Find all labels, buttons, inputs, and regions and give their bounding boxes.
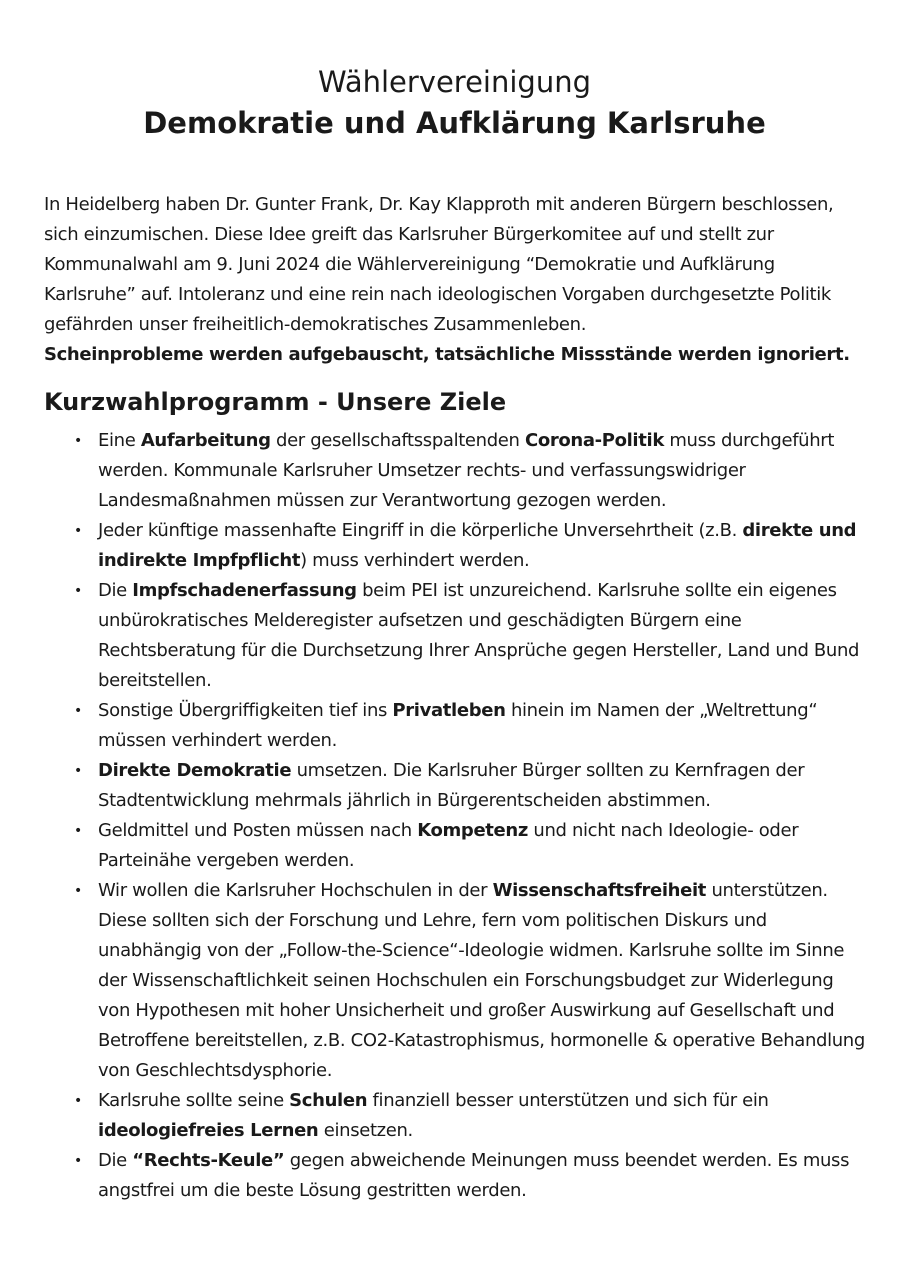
intro-emphasis: Scheinprobleme werden aufgebauscht, tatsächliche Missstände werden ignoriert. <box>44 344 850 365</box>
goals-list <box>44 426 865 1206</box>
item-text: ) muss verhindert werden. <box>300 550 530 571</box>
bullet-icon: • <box>74 1153 82 1169</box>
list-item <box>74 1086 865 1146</box>
list-item <box>74 816 865 876</box>
item-text: beim PEI ist unzureichend. Karlsruhe sollte ein eigenes unbürokratisches Melderegister aufsetzen und geschädigten Bürgern eine Rechtsberatung für die Durchsetzung Ihrer Ansprüche gegen Hersteller, Land und Bund bereitstellen. <box>98 580 860 691</box>
item-text: Sonstige Übergriffigkeiten tief ins <box>98 700 393 721</box>
item-text: finanziell besser unterstützen und sich für ein <box>367 1090 769 1111</box>
item-bold: Schulen <box>289 1090 368 1111</box>
item-text: der gesellschaftsspaltenden <box>270 430 525 451</box>
bullet-icon: • <box>74 523 82 539</box>
item-bold: direkte und indirekte Impfpflicht <box>98 520 857 571</box>
item-text: Geldmittel und Posten müssen nach <box>98 820 418 841</box>
item-text: muss durchgeführt werden. Kommunale Karlsruher Umsetzer rechts- und verfassungswidriger Landesmaßnahmen müssen zur Verantwortung gezogen werden. <box>98 430 835 511</box>
bullet-icon: • <box>74 883 82 899</box>
list-item <box>74 426 865 516</box>
item-text: hinein im Namen der „Weltrettung“ müssen verhindert werden. <box>98 700 818 751</box>
item-text: Die <box>98 580 133 601</box>
item-bold: “Rechts-Keule” <box>132 1150 285 1171</box>
item-text: Karlsruhe sollte seine <box>98 1090 290 1111</box>
bullet-icon: • <box>74 583 82 599</box>
item-text: Wir wollen die Karlsruher Hochschulen in der <box>98 880 493 901</box>
item-bold: Wissenschaftsfreiheit <box>492 880 707 901</box>
item-text: umsetzen. Die Karlsruher Bürger sollten zu Kernfragen der Stadtentwicklung mehrmals jährlich in Bürgerentscheiden abstimmen. <box>98 760 805 811</box>
item-text: unterstützen. Diese sollten sich der Forschung und Lehre, fern vom politischen Diskurs und unabhängig von der „Follow-the-Science“-Ideologie widmen. Karlsruhe sollte im Sinne der Wissenschaftlichkeit seinen Hochschulen ein Forschungsbudget zur Widerlegung von Hypothesen mit hoher Unsicherheit und großer Auswirkung auf Gesellschaft und Betroffene bereitstellen, z.B. CO2-Katastrophismus, hormonelle & operative Behandlung von Geschlechtsdysphorie. <box>98 880 865 1081</box>
list-item <box>74 876 865 1086</box>
item-bold: ideologiefreies Lernen <box>98 1120 319 1141</box>
item-text: gegen abweichende Meinungen muss beendet werden. Es muss angstfrei um die beste Lösung gestritten werden. <box>98 1150 850 1201</box>
document-title <box>44 62 865 144</box>
item-bold: Privatleben <box>392 700 506 721</box>
item-text: Die <box>98 1150 133 1171</box>
list-item <box>74 696 865 756</box>
intro-paragraph <box>44 190 865 370</box>
title-line-association: Wählervereinigung <box>318 65 591 99</box>
item-text: Jeder künftige massenhafte Eingriff in die körperliche Unversehrtheit (z.B. <box>98 520 743 541</box>
bullet-icon: • <box>74 1093 82 1109</box>
bullet-icon: • <box>74 433 82 449</box>
item-bold: Direkte Demokratie <box>98 760 292 781</box>
item-text: einsetzen. <box>318 1120 413 1141</box>
item-bold: Impfschadenerfassung <box>132 580 357 601</box>
list-item <box>74 1146 865 1206</box>
item-bold: Aufarbeitung <box>140 430 271 451</box>
bullet-icon: • <box>74 823 82 839</box>
item-text: und nicht nach Ideologie- oder Parteinähe vergeben werden. <box>98 820 799 871</box>
list-item <box>74 756 865 816</box>
bullet-icon: • <box>74 703 82 719</box>
title-line-name: Demokratie und Aufklärung Karlsruhe <box>143 106 766 140</box>
bullet-icon: • <box>74 763 82 779</box>
intro-text: In Heidelberg haben Dr. Gunter Frank, Dr. Kay Klapproth mit anderen Bürgern beschlossen, sich einzumischen. Diese Idee greift das Karlsruher Bürgerkomitee auf und stellt zur Kommunalwahl am 9. Juni 2024 die Wählervereinigung “Demokratie und Aufklärung Karlsruhe” auf. Intoleranz und eine rein nach ideologischen Vorgaben durchgesetzte Politik gefährden unser freiheitlich-demokratisches Zusammenleben. <box>44 194 834 335</box>
item-bold: Corona-Politik <box>524 430 664 451</box>
item-bold: Kompetenz <box>417 820 529 841</box>
list-item <box>74 516 865 576</box>
section-heading: Kurzwahlprogramm - Unsere Ziele <box>44 388 507 416</box>
item-text: Eine <box>98 430 141 451</box>
list-item <box>74 576 865 696</box>
